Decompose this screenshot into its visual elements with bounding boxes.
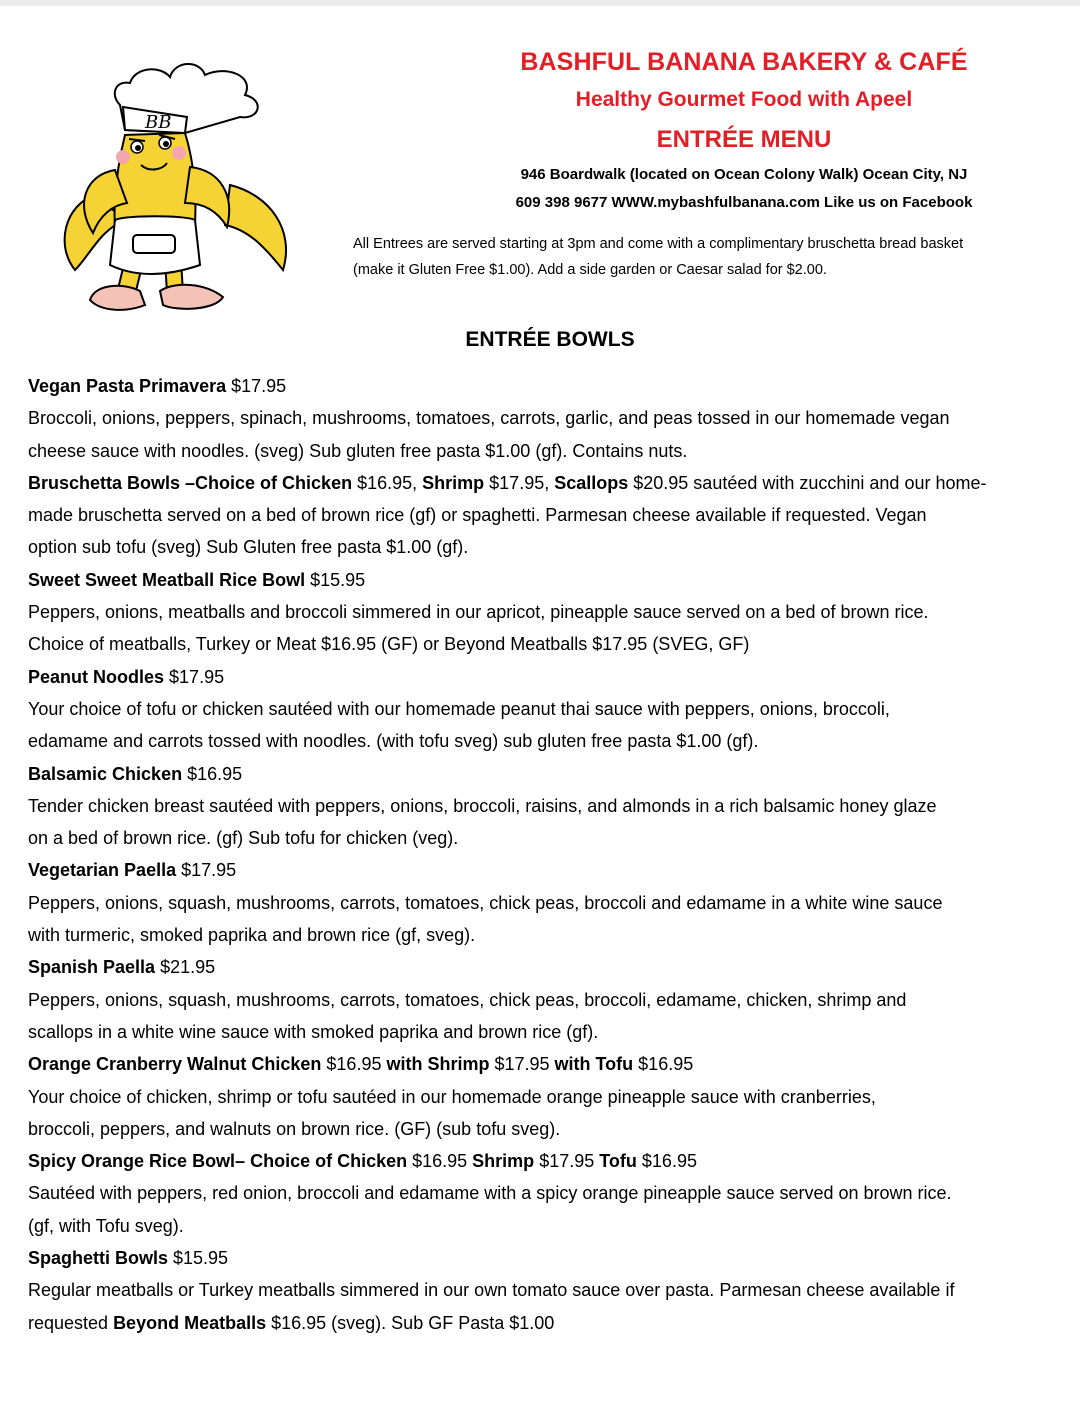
item-name: Vegan Pasta Primavera (28, 376, 227, 396)
item-price: $16.95, (352, 472, 423, 493)
menu-item-title (28, 467, 1076, 499)
menu-item-title (28, 1145, 1076, 1177)
item-price: $17.95 (226, 376, 287, 396)
menu-title: ENTRÉE MENU (656, 126, 832, 153)
restaurant-name: BASHFUL BANANA BAKERY & CAFÉ (520, 48, 968, 76)
desc-text: requested (28, 1312, 114, 1333)
item-description: with turmeric, smoked paprika and brown rice (gf, sveg). (28, 925, 476, 946)
item-price: $16.95 (633, 1054, 694, 1075)
item-price: $17.95 (164, 666, 225, 687)
item-price: $16.95 (407, 1151, 473, 1172)
item-price: $21.95 (155, 957, 216, 978)
item-description: Your choice of chicken, shrimp or tofu sautéed in our homemade orange pineapple sauce with cranberries, (28, 1086, 876, 1107)
item-description: Regular meatballs or Turkey meatballs simmered in our own tomato sauce over pasta. Parmesan cheese available if (28, 1280, 955, 1301)
item-description: Your choice of tofu or chicken sautéed with our homemade peanut thai sauce with peppers, onions, broccoli, (28, 698, 890, 719)
contact-info: 609 398 9677 WWW.mybashfulbanana.com Like us on Facebook (515, 194, 973, 211)
item-name: Sweet Sweet Meatball Rice Bowl (28, 569, 306, 590)
item-price: $16.95 (636, 1151, 697, 1172)
item-name: Vegetarian Paella (28, 860, 177, 881)
tagline: Healthy Gourmet Food with Apeel (575, 88, 913, 111)
banana-chef-logo (55, 55, 325, 330)
item-option: Shrimp (422, 472, 485, 493)
item-price: $16.95 (182, 763, 243, 784)
item-description: made bruschetta served on a bed of brown rice (gf) or spaghetti. Parmesan cheese available if requested. Vegan (28, 505, 927, 526)
item-description: cheese sauce with noodles. (sveg) Sub gluten free pasta $1.00 (gf). Contains nuts. (28, 440, 688, 461)
item-price: $17.95 (534, 1151, 600, 1172)
desc-text: $16.95 (sveg). Sub GF Pasta $1.00 (266, 1312, 555, 1333)
item-description (28, 1307, 1076, 1339)
item-price: $15.95 (305, 569, 366, 590)
hat-monogram: BB (145, 112, 172, 133)
address: 946 Boardwalk (located on Ocean Colony Walk) Ocean City, NJ (520, 166, 968, 183)
section-title: ENTRÉE BOWLS (465, 328, 635, 351)
item-option: Beyond Meatballs (113, 1312, 267, 1333)
item-description: Peppers, onions, squash, mushrooms, carrots, tomatoes, chick peas, broccoli and edamame in a white wine sauce (28, 892, 943, 913)
item-description: scallops in a white wine sauce with smoked paprika and brown rice (gf). (28, 1021, 599, 1042)
item-description: Choice of meatballs, Turkey or Meat $16.95 (GF) or Beyond Meatballs $17.95 (SVEG, GF) (28, 634, 750, 655)
item-description: on a bed of brown rice. (gf) Sub tofu for chicken (veg). (28, 828, 459, 849)
item-name: Spicy Orange Rice Bowl– Choice of Chicken (28, 1151, 408, 1172)
item-description: Peppers, onions, meatballs and broccoli simmered in our apricot, pineapple sauce served on a bed of brown rice. (28, 602, 929, 623)
top-border (0, 0, 1080, 6)
item-price: $17.95 (489, 1054, 555, 1075)
menu-item-title (28, 370, 1076, 402)
item-option: Tofu (599, 1151, 637, 1172)
item-name: Spaghetti Bowls (28, 1248, 169, 1269)
item-description: (gf, with Tofu sveg). (28, 1215, 184, 1236)
menu-list (28, 370, 1076, 1339)
item-option: Scallops (554, 472, 629, 493)
item-price: $17.95 (176, 860, 237, 881)
menu-item-title (28, 758, 1076, 790)
menu-item-title (28, 1048, 1076, 1080)
item-description: Peppers, onions, squash, mushrooms, carrots, tomatoes, chick peas, broccoli, edamame, chicken, shrimp and (28, 989, 907, 1010)
item-name: Peanut Noodles (28, 666, 165, 687)
menu-item-title (28, 1242, 1076, 1274)
item-price: $15.95 (168, 1248, 229, 1269)
item-option: with Shrimp (386, 1054, 490, 1075)
item-price: $20.95 sautéed with zucchini and our home- (628, 472, 987, 493)
item-name: Bruschetta Bowls –Choice of Chicken (28, 472, 353, 493)
item-description: Sautéed with peppers, red onion, broccoli and edamame with a spicy orange pineapple sauce served on brown rice. (28, 1183, 952, 1204)
item-name: Orange Cranberry Walnut Chicken (28, 1054, 322, 1075)
intro-line: (make it Gluten Free $1.00). Add a side garden or Caesar salad for $2.00. (353, 262, 827, 278)
item-description: edamame and carrots tossed with noodles. (with tofu sveg) sub gluten free pasta $1.00 (gf). (28, 731, 759, 752)
item-name: Spanish Paella (28, 957, 156, 978)
menu-item-title (28, 564, 1076, 596)
intro-line: All Entrees are served starting at 3pm and come with a complimentary bruschetta bread basket (353, 236, 964, 252)
intro-note (353, 231, 1075, 283)
item-name: Balsamic Chicken (28, 763, 183, 784)
item-description: option sub tofu (sveg) Sub Gluten free pasta $1.00 (gf). (28, 537, 469, 558)
menu-item-title (28, 854, 1076, 886)
item-option: Shrimp (472, 1151, 535, 1172)
item-description: broccoli, peppers, and walnuts on brown rice. (GF) (sub tofu sveg). (28, 1118, 561, 1139)
item-option: with Tofu (554, 1054, 634, 1075)
menu-item-title (28, 951, 1076, 983)
item-price: $16.95 (321, 1054, 387, 1075)
item-description: Tender chicken breast sautéed with peppers, onions, broccoli, raisins, and almonds in a rich balsamic honey glaze (28, 795, 937, 816)
restaurant-header (470, 44, 1018, 216)
item-description: Broccoli, onions, peppers, spinach, mushrooms, tomatoes, carrots, garlic, and peas tossed in our homemade vegan (28, 408, 950, 429)
item-price: $17.95, (484, 472, 555, 493)
menu-item-title (28, 661, 1076, 693)
